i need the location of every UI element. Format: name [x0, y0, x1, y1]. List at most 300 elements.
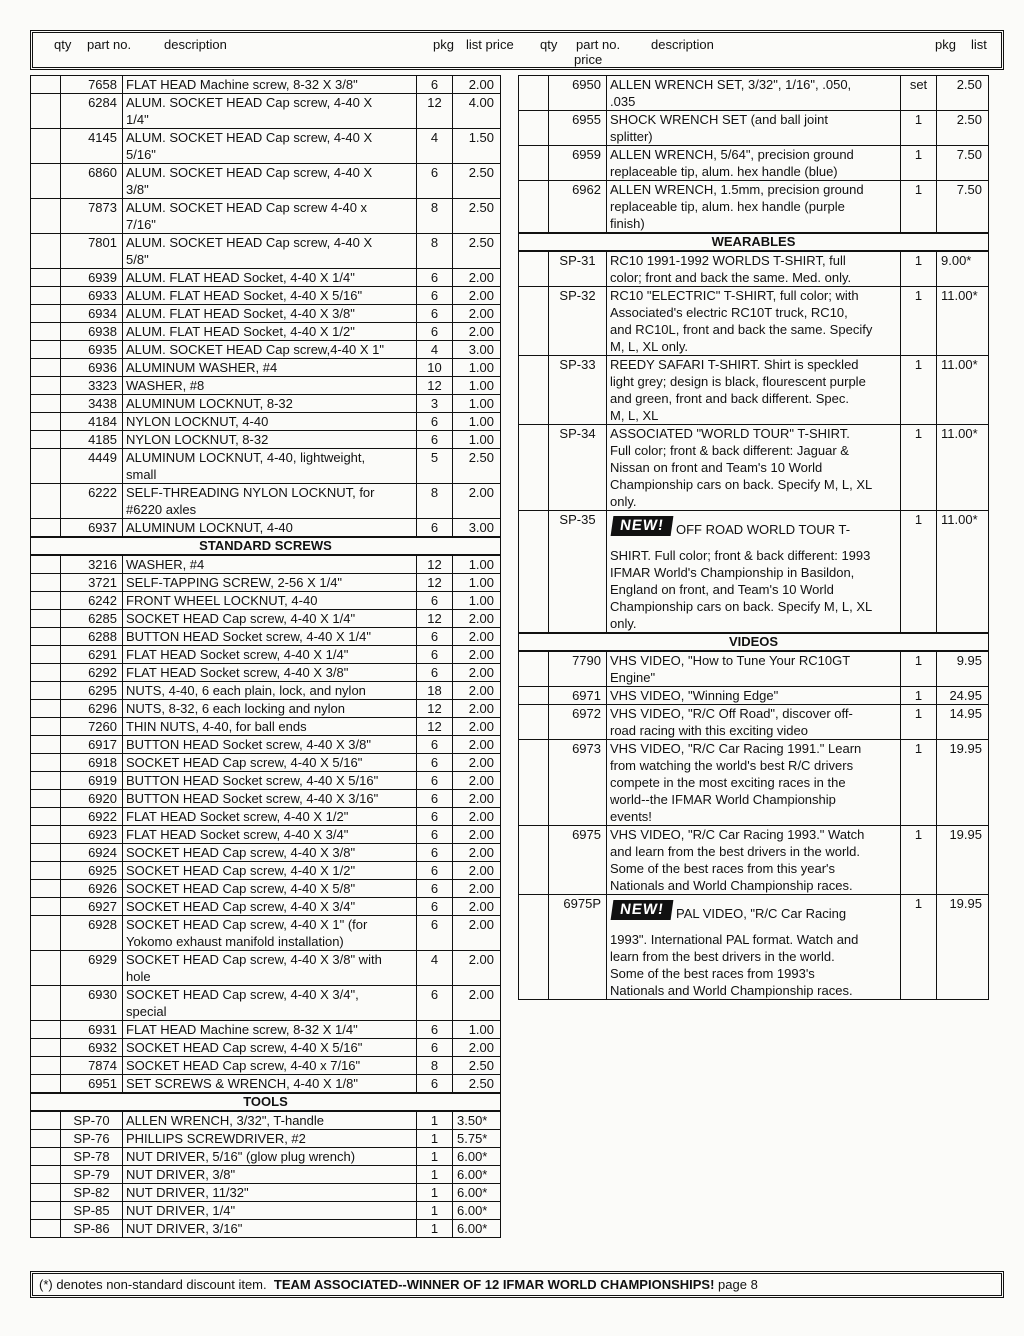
package-qty: 6 [417, 844, 453, 862]
description [607, 511, 901, 634]
part-number: 6962 [549, 181, 607, 234]
list-price: 2.00 [453, 862, 501, 880]
table-row [31, 234, 501, 269]
package-qty: 1 [901, 146, 937, 181]
description-line: 5/16" [126, 147, 156, 162]
column-header-bar [30, 30, 1004, 70]
list-price: 2.50 [453, 199, 501, 234]
description-line: finish) [610, 216, 645, 231]
part-number: 3323 [61, 377, 123, 395]
list-price: 2.00 [453, 808, 501, 826]
table-row [31, 844, 501, 862]
qty-cell [31, 790, 61, 808]
description-line: SOCKET HEAD Cap screw, 4-40 X 3/4", [126, 987, 359, 1002]
description-line: VHS VIDEO, "R/C Off Road", discover off- [610, 706, 853, 721]
description [123, 592, 417, 610]
qty-cell [31, 164, 61, 199]
description-line: SOCKET HEAD Cap screw, 4-40 X 5/8" [126, 881, 356, 896]
table-row [31, 1075, 501, 1094]
qty-cell [31, 199, 61, 234]
table-row [31, 646, 501, 664]
description-line: ALUM. SOCKET HEAD Cap screw, 4-40 X [126, 235, 373, 250]
description-line: ALUMINUM WASHER, #4 [126, 360, 278, 375]
qty-cell [31, 484, 61, 519]
description [123, 269, 417, 287]
table-row [31, 862, 501, 880]
description [123, 736, 417, 754]
part-number: 7801 [61, 234, 123, 269]
package-qty: 8 [417, 199, 453, 234]
package-qty: 1 [901, 287, 937, 356]
section-title: TOOLS [31, 1093, 501, 1111]
package-qty: 6 [417, 826, 453, 844]
description-line: 1993". International PAL format. Watch and [610, 932, 859, 947]
description-line: and learn from the best drivers in the world. [610, 844, 861, 859]
part-number: 6975P [549, 895, 607, 1000]
list-price: 1.00 [453, 431, 501, 449]
package-qty: 6 [417, 592, 453, 610]
part-number: 6242 [61, 592, 123, 610]
description-line: ALUM. SOCKET HEAD Cap screw,4-40 X 1" [126, 342, 384, 357]
package-qty: 1 [901, 181, 937, 234]
package-qty: 1 [901, 740, 937, 826]
description-line: SOCKET HEAD Cap screw, 4-40 X 5/16" [126, 1040, 363, 1055]
list-price: 24.95 [937, 687, 989, 705]
description-line: Championship cars on back. Specify M, L, XL [610, 599, 873, 614]
package-qty: 6 [417, 431, 453, 449]
table-row [519, 705, 989, 740]
description-line: VHS VIDEO, "How to Tune Your RC10GT [610, 653, 851, 668]
description-line: light grey; design is black, flourescent purple [610, 374, 866, 389]
description [123, 199, 417, 234]
part-number: 6917 [61, 736, 123, 754]
package-qty: 1 [901, 425, 937, 511]
description-line: small [126, 467, 157, 482]
table-row [31, 898, 501, 916]
description [123, 129, 417, 164]
part-number: 6972 [549, 705, 607, 740]
description-line: replaceable tip, alum. hex handle (blue) [610, 164, 838, 179]
qty-cell [31, 664, 61, 682]
description-line: NUT DRIVER, 5/16" (glow plug wrench) [126, 1149, 356, 1164]
part-number: 6931 [61, 1021, 123, 1039]
description [123, 1148, 417, 1166]
part-number: SP-31 [549, 251, 607, 287]
section-header [31, 1093, 501, 1111]
qty-cell [519, 76, 549, 111]
description-line: SOCKET HEAD Cap screw, 4-40 X 5/16" [126, 755, 363, 770]
description [123, 610, 417, 628]
qty-cell [31, 1057, 61, 1075]
description [123, 898, 417, 916]
list-price: 4.00 [453, 94, 501, 129]
description-line: SHOCK WRENCH SET (and ball joint [610, 112, 828, 127]
package-qty: 4 [417, 341, 453, 359]
description-line: SOCKET HEAD Cap screw, 4-40 X 1" (for [126, 917, 368, 932]
part-number: SP-32 [549, 287, 607, 356]
table-row [31, 199, 501, 234]
table-row [519, 251, 989, 287]
package-qty: 6 [417, 646, 453, 664]
part-number: 6935 [61, 341, 123, 359]
description-line: REEDY SAFARI T-SHIRT. Shirt is speckled [610, 357, 859, 372]
package-qty: 6 [417, 790, 453, 808]
table-row [31, 808, 501, 826]
description-line: splitter) [610, 129, 653, 144]
description-line: Full color; front & back different: Jaguar & [610, 443, 849, 458]
part-number: 7658 [61, 76, 123, 94]
list-price: 6.00* [453, 1148, 501, 1166]
package-qty: 10 [417, 359, 453, 377]
list-price: 2.00 [453, 844, 501, 862]
qty-cell [519, 146, 549, 181]
description-line: England on front, and Team's 10 World [610, 582, 834, 597]
part-number: 6918 [61, 754, 123, 772]
table-row [31, 305, 501, 323]
description-line: 1/4" [126, 112, 149, 127]
description [607, 687, 901, 705]
description-line: NUT DRIVER, 3/8" [126, 1167, 236, 1182]
list-price: 2.00 [453, 484, 501, 519]
package-qty: 6 [417, 1021, 453, 1039]
package-qty: 1 [901, 356, 937, 425]
qty-cell [31, 826, 61, 844]
table-row [31, 323, 501, 341]
part-number: SP-78 [61, 1148, 123, 1166]
part-number: SP-33 [549, 356, 607, 425]
table-row [31, 986, 501, 1021]
list-price: 2.00 [453, 664, 501, 682]
part-number: 6920 [61, 790, 123, 808]
list-price: 2.00 [453, 287, 501, 305]
part-number: 6296 [61, 700, 123, 718]
list-price: 7.50 [937, 146, 989, 181]
list-price: 1.00 [453, 377, 501, 395]
qty-cell [31, 1148, 61, 1166]
qty-cell [519, 705, 549, 740]
table-row [31, 1039, 501, 1057]
package-qty: 6 [417, 986, 453, 1021]
description-line: and RC10L, front and back the same. Specify [610, 322, 873, 337]
package-qty: 6 [417, 862, 453, 880]
description [123, 1202, 417, 1220]
list-price: 2.00 [453, 323, 501, 341]
list-price: 3.50* [453, 1111, 501, 1130]
qty-cell [31, 234, 61, 269]
part-number: 6951 [61, 1075, 123, 1094]
description-line: NYLON LOCKNUT, 8-32 [126, 432, 269, 447]
footer-note: (*) denotes non-standard discount item. [39, 1277, 267, 1292]
package-qty: 8 [417, 1057, 453, 1075]
section-title: VIDEOS [519, 633, 989, 651]
description [123, 555, 417, 574]
package-qty: 1 [417, 1148, 453, 1166]
qty-cell [31, 395, 61, 413]
list-price: 19.95 [937, 895, 989, 1000]
table-row [31, 916, 501, 951]
description-line: SET SCREWS & WRENCH, 4-40 X 1/8" [126, 1076, 358, 1091]
list-price: 2.50 [937, 76, 989, 111]
list-price: 2.00 [453, 700, 501, 718]
description-line: M, L, XL [610, 408, 659, 423]
description-first-line: PAL VIDEO, "R/C Car Racing [676, 906, 847, 921]
description [123, 94, 417, 129]
description-line: ALUMINUM LOCKNUT, 8-32 [126, 396, 293, 411]
description-line: world--the IFMAR World Championship [610, 792, 836, 807]
package-qty: 12 [417, 700, 453, 718]
description [123, 628, 417, 646]
description [123, 359, 417, 377]
description [123, 1130, 417, 1148]
qty-cell [31, 359, 61, 377]
package-qty: 1 [417, 1202, 453, 1220]
description [607, 740, 901, 826]
part-number: 6924 [61, 844, 123, 862]
table-row [519, 895, 989, 1000]
part-number: 3438 [61, 395, 123, 413]
description-line: learn from the best drivers in the world. [610, 949, 835, 964]
qty-cell [31, 754, 61, 772]
package-qty: 1 [901, 511, 937, 634]
description-line: PHILLIPS SCREWDRIVER, #2 [126, 1131, 306, 1146]
list-price: 1.00 [453, 592, 501, 610]
description [123, 682, 417, 700]
package-qty: 6 [417, 287, 453, 305]
description-line: #6220 axles [126, 502, 197, 517]
qty-cell [31, 682, 61, 700]
page-number: page 8 [718, 1277, 758, 1292]
description [123, 718, 417, 736]
package-qty: 12 [417, 718, 453, 736]
part-number: SP-76 [61, 1130, 123, 1148]
table-row [31, 1184, 501, 1202]
table-row [31, 359, 501, 377]
list-price: 2.00 [453, 718, 501, 736]
table-row [31, 700, 501, 718]
description [123, 574, 417, 592]
part-number: 6932 [61, 1039, 123, 1057]
part-number: 6285 [61, 610, 123, 628]
qty-cell [519, 687, 549, 705]
table-row [519, 687, 989, 705]
table-row [31, 1057, 501, 1075]
description-line: ALUM. FLAT HEAD Socket, 4-40 X 1/2" [126, 324, 355, 339]
description-line: BUTTON HEAD Socket screw, 4-40 X 1/4" [126, 629, 371, 644]
table-row [31, 484, 501, 519]
table-row [31, 592, 501, 610]
description [123, 808, 417, 826]
table-row [31, 574, 501, 592]
description-line: special [126, 1004, 167, 1019]
qty-cell [519, 651, 549, 687]
package-qty: 4 [417, 951, 453, 986]
qty-cell [31, 610, 61, 628]
description-line: ALUMINUM LOCKNUT, 4-40, lightweight, [126, 450, 366, 465]
description [123, 287, 417, 305]
package-qty: 6 [417, 323, 453, 341]
description-line: VHS VIDEO, "R/C Car Racing 1993." Watch [610, 827, 865, 842]
description [607, 425, 901, 511]
package-qty: 12 [417, 377, 453, 395]
part-number: 6933 [61, 287, 123, 305]
description [123, 449, 417, 484]
part-number: SP-35 [549, 511, 607, 634]
qty-cell [519, 356, 549, 425]
footer-bar [30, 1271, 1004, 1298]
table-row [519, 76, 989, 111]
header-qty-right: qty [540, 37, 558, 52]
part-number: 6934 [61, 305, 123, 323]
table-row [31, 718, 501, 736]
list-price: 2.50 [453, 449, 501, 484]
description-line: color; front and back the same. Med. only. [610, 270, 852, 285]
description-line: ALLEN WRENCH, 3/32", T-handle [126, 1113, 325, 1128]
package-qty: 6 [417, 413, 453, 431]
description-line: ALUM. SOCKET HEAD Cap screw, 4-40 X [126, 95, 373, 110]
description [123, 164, 417, 199]
header-qty: qty [54, 37, 72, 52]
part-number: SP-85 [61, 1202, 123, 1220]
qty-cell [31, 555, 61, 574]
description-line: FLAT HEAD Socket screw, 4-40 X 3/8" [126, 665, 349, 680]
description [123, 862, 417, 880]
part-number: SP-82 [61, 1184, 123, 1202]
package-qty: 6 [417, 916, 453, 951]
qty-cell [31, 1220, 61, 1238]
description-line: and green, front and back different. Spec. [610, 391, 849, 406]
package-qty: 6 [417, 76, 453, 94]
part-number: SP-86 [61, 1220, 123, 1238]
section-header [31, 537, 501, 555]
part-number: 6928 [61, 916, 123, 951]
table-row [31, 1021, 501, 1039]
part-number: 6926 [61, 880, 123, 898]
description [607, 146, 901, 181]
list-price: 3.00 [453, 341, 501, 359]
description-line: ALLEN WRENCH, 5/64", precision ground [610, 147, 854, 162]
qty-cell [31, 700, 61, 718]
description-line: SHIRT. Full color; front & back different: 1993 [610, 548, 871, 563]
description [123, 1039, 417, 1057]
part-number: 7260 [61, 718, 123, 736]
description-line: Nissan on front and Team's 10 World [610, 460, 823, 475]
part-number: 6959 [549, 146, 607, 181]
part-number: 6925 [61, 862, 123, 880]
part-number: 6927 [61, 898, 123, 916]
list-price: 9.95 [937, 651, 989, 687]
package-qty: 6 [417, 898, 453, 916]
list-price: 1.00 [453, 574, 501, 592]
qty-cell [31, 413, 61, 431]
description [123, 700, 417, 718]
qty-cell [519, 111, 549, 146]
qty-cell [31, 898, 61, 916]
description-line: ALUM. FLAT HEAD Socket, 4-40 X 3/8" [126, 306, 355, 321]
parts-table-left [30, 75, 501, 1238]
table-row [31, 682, 501, 700]
description-line: SOCKET HEAD Cap screw, 4-40 X 1/2" [126, 863, 356, 878]
description [607, 356, 901, 425]
description-line: ALUM. SOCKET HEAD Cap screw, 4-40 X [126, 165, 373, 180]
description [123, 484, 417, 519]
section-title: STANDARD SCREWS [31, 537, 501, 555]
description-first-line: OFF ROAD WORLD TOUR T- [676, 522, 851, 537]
qty-cell [31, 287, 61, 305]
package-qty: set [901, 76, 937, 111]
part-number: 6292 [61, 664, 123, 682]
list-price: 9.00* [937, 251, 989, 287]
description-line: WASHER, #4 [126, 557, 205, 572]
description-line: Associated's electric RC10T truck, RC10, [610, 305, 848, 320]
qty-cell [31, 305, 61, 323]
package-qty: 6 [417, 1075, 453, 1094]
list-price: 6.00* [453, 1184, 501, 1202]
description-line: only. [610, 494, 637, 509]
list-price: 2.00 [453, 880, 501, 898]
description [123, 431, 417, 449]
table-row [31, 287, 501, 305]
description-line: hole [126, 969, 151, 984]
description-line: BUTTON HEAD Socket screw, 4-40 X 3/16" [126, 791, 379, 806]
description-line: compete in the most exciting races in the [610, 775, 846, 790]
part-number: 4449 [61, 449, 123, 484]
description-line: NUTS, 8-32, 6 each locking and nylon [126, 701, 345, 716]
table-row [31, 664, 501, 682]
list-price: 2.00 [453, 610, 501, 628]
table-row [519, 287, 989, 356]
qty-cell [519, 251, 549, 287]
table-row [31, 1220, 501, 1238]
table-row [519, 826, 989, 895]
package-qty: 1 [417, 1220, 453, 1238]
table-row [31, 395, 501, 413]
qty-cell [31, 76, 61, 94]
qty-cell [31, 574, 61, 592]
package-qty: 12 [417, 574, 453, 592]
list-price: 7.50 [937, 181, 989, 234]
qty-cell [31, 449, 61, 484]
qty-cell [519, 511, 549, 634]
header-pkg: pkg [433, 37, 454, 52]
description-line: Some of the best races from this year's [610, 861, 836, 876]
list-price: 2.00 [453, 76, 501, 94]
table-row [31, 628, 501, 646]
description-line: SELF-TAPPING SCREW, 2-56 X 1/4" [126, 575, 343, 590]
parts-table-right [518, 75, 989, 1000]
description [123, 1184, 417, 1202]
list-price: 6.00* [453, 1220, 501, 1238]
header-part-no-right: part no. [576, 37, 621, 52]
table-row [519, 740, 989, 826]
qty-cell [519, 181, 549, 234]
table-row [519, 111, 989, 146]
table-row [31, 1148, 501, 1166]
description-line: events! [610, 809, 652, 824]
list-price: 2.00 [453, 269, 501, 287]
list-price: 11.00* [937, 511, 989, 634]
list-price: 1.00 [453, 395, 501, 413]
package-qty: 1 [417, 1130, 453, 1148]
package-qty: 6 [417, 519, 453, 538]
description [123, 1021, 417, 1039]
description [123, 754, 417, 772]
description [607, 651, 901, 687]
description-line: NUTS, 4-40, 6 each plain, lock, and nylon [126, 683, 366, 698]
list-price: 1.00 [453, 1021, 501, 1039]
package-qty: 1 [901, 895, 937, 1000]
qty-cell [31, 951, 61, 986]
description-line: VHS VIDEO, "Winning Edge" [610, 688, 779, 703]
